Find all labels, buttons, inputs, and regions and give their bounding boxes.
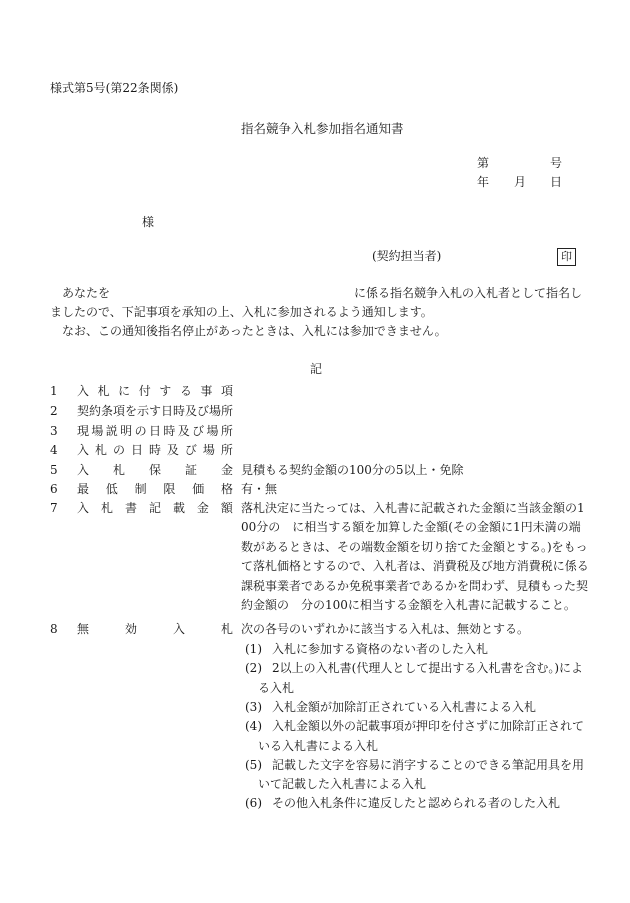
item-label-char: 書: [124, 501, 137, 515]
item-label: [77, 423, 233, 439]
item-label-char: 価: [192, 482, 205, 496]
item-number: 3: [50, 424, 58, 438]
item-content-line: 落札決定に当たっては、入札書に記載された金額に当該金額の1: [241, 501, 585, 515]
item-label-char: 限: [163, 482, 176, 496]
item-number: 5: [50, 463, 58, 477]
item-label-char: 最: [77, 482, 90, 496]
date-year: 年: [477, 175, 490, 189]
item-number: 2: [50, 404, 58, 418]
item-label-char: 契約条項を示す日時及び場所: [77, 404, 234, 418]
item-label-char: 場: [202, 443, 215, 457]
item-content-line: 有・無: [241, 482, 278, 496]
item-content-line: 次の各号のいずれかに該当する入札は、無効とする。: [241, 622, 530, 636]
item-label-char: 低: [105, 482, 118, 496]
item-label-char: 札: [112, 463, 125, 477]
item-label: [77, 462, 233, 478]
item-label-char: 所: [220, 443, 233, 457]
item-label-char: 札: [97, 384, 110, 398]
addressee-suffix: 様: [142, 215, 155, 229]
item-content-line: 約金額の 分の100に相当する金額を入札書に記載すること。: [241, 598, 576, 612]
item-label-char: す: [159, 384, 172, 398]
item-label-char: 格: [220, 482, 233, 496]
item-label-char: 入: [77, 501, 90, 515]
item-label-char: 無: [77, 622, 90, 636]
contract-officer: (契約担当者): [372, 249, 442, 263]
item-number: 1: [50, 384, 58, 398]
item-label-char: び: [184, 443, 197, 457]
item-label-char: に: [118, 384, 131, 398]
item-label-char: 時: [163, 424, 176, 438]
doc-number-dai: 第: [477, 156, 490, 170]
item-label-char: 効: [124, 622, 137, 636]
item-label-char: び: [192, 424, 205, 438]
item-label-char: 付: [138, 384, 151, 398]
item-label-char: 入: [172, 622, 185, 636]
item-label: [77, 442, 233, 458]
item-label-char: 金: [196, 501, 209, 515]
item-label-char: 額: [220, 501, 233, 515]
item-label-char: 日: [130, 443, 143, 457]
invalid-item-text: 入札金額以外の記載事項が押印を付さずに加除訂正されて: [272, 719, 585, 734]
item-number: 4: [50, 443, 58, 457]
item-label-char: 日: [148, 424, 161, 438]
item-label-char: 事: [200, 384, 213, 398]
invalid-item-text: 2以上の入札書(代理人として提出する入札書を含む。)によ: [272, 661, 584, 676]
body-line3: なお、この通知後指名停止があったときは、入札には参加できません。: [62, 324, 447, 338]
invalid-item-text: いる入札書による入札: [258, 738, 379, 753]
invalid-item-number: (6): [245, 796, 262, 811]
item-label-char: 札: [94, 443, 107, 457]
item-label-char: 札: [100, 501, 113, 515]
item-label-char: 説: [105, 424, 118, 438]
item-label-char: 札: [220, 622, 233, 636]
item-label: [77, 383, 233, 399]
date-day: 日: [550, 175, 563, 189]
ki-heading: 記: [310, 362, 323, 376]
body-line1-b: に係る指名競争入札の入札者として指名し: [354, 286, 583, 300]
form-number: 様式第5号(第22条関係): [50, 81, 179, 95]
item-label: [77, 500, 233, 516]
item-label-char: 入: [77, 384, 90, 398]
item-number: 8: [50, 622, 58, 636]
item-label-char: 入: [77, 463, 90, 477]
item-label: [77, 403, 233, 419]
item-label-char: 載: [172, 501, 185, 515]
item-label-char: 時: [148, 443, 161, 457]
item-number: 6: [50, 482, 58, 496]
body-line2: ましたので、下記事項を承知の上、入札に参加されるよう通知します。: [50, 305, 433, 319]
item-label-char: 項: [220, 384, 233, 398]
document-title: 指名競争入札参加指名通知書: [241, 121, 404, 136]
item-label-char: る: [179, 384, 192, 398]
invalid-item-number: (3): [245, 699, 262, 714]
item-content-line: 数があるときは、その端数金額を切り捨てた金額とする。)をもっ: [241, 539, 588, 554]
invalid-item-number: (4): [245, 719, 262, 734]
item-content-line: て落札価格とするので、入札者は、消費税及び地方消費税に係る: [241, 559, 589, 574]
item-label-char: 及: [166, 443, 179, 457]
invalid-item-number: (1): [245, 642, 262, 656]
item-label-char: 現: [77, 424, 90, 438]
item-label-char: 入: [77, 443, 90, 457]
invalid-item-text: る入札: [258, 680, 295, 695]
item-label: [77, 621, 233, 637]
date-month: 月: [514, 175, 527, 189]
item-label-char: 金: [220, 463, 233, 477]
invalid-item-number: (5): [245, 757, 262, 772]
item-label-char: の: [134, 424, 147, 438]
item-content-line: 見積もる契約金額の100分の5以上・免除: [241, 463, 464, 477]
invalid-item-text: いて記載した入札書による入札: [258, 777, 427, 792]
item-label-char: 場: [91, 424, 104, 438]
item-label-char: 保: [148, 463, 161, 477]
body-line1-a: あなたを: [62, 286, 111, 300]
item-number: 7: [50, 501, 58, 515]
item-label-char: 及: [177, 424, 190, 438]
invalid-item-text: その他入札条件に違反したと認められる者のした入札: [272, 796, 561, 811]
doc-number-go: 号: [550, 156, 563, 170]
invalid-item-text: 入札金額が加除訂正されている入札書による入札: [272, 699, 537, 714]
item-content-line: 課税事業者であるか免税事業者であるかを問わず、見積もった契: [241, 578, 589, 593]
invalid-item-text: 記載した文字を容易に消字することのできる筆記用具を用: [272, 757, 585, 772]
item-content-line: 00分の に相当する額を加算した金額(その金額に1円未満の端: [241, 520, 581, 535]
item-label-char: 記: [148, 501, 161, 515]
item-label-char: 所: [220, 424, 233, 438]
item-label: [77, 481, 233, 497]
item-label-char: 場: [206, 424, 219, 438]
seal-mark: 印: [557, 248, 576, 266]
invalid-item-number: (2): [245, 661, 262, 676]
item-label-char: 制: [134, 482, 147, 496]
item-label-char: の: [112, 443, 125, 457]
item-label-char: 証: [184, 463, 197, 477]
invalid-item-text: 入札に参加する資格のない者のした入札: [272, 642, 489, 656]
item-label-char: 明: [120, 424, 133, 438]
